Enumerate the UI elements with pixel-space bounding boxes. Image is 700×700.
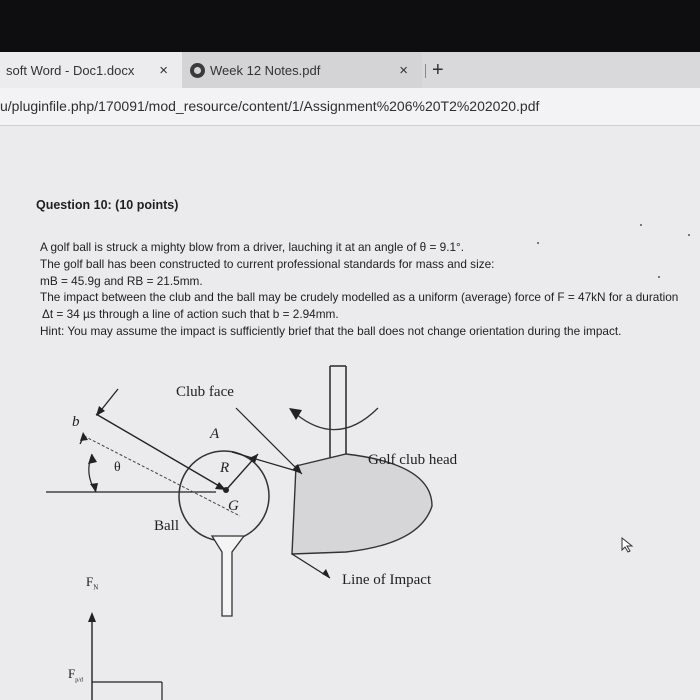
tab-word-doc-title: soft Word - Doc1.docx — [6, 62, 135, 78]
label-line-of-impact: Line of Impact — [342, 572, 432, 588]
theta-arrowhead-icon — [88, 454, 97, 464]
label-b: b — [72, 414, 80, 430]
impact-diagram — [0, 356, 700, 700]
dashed-parallel-line — [84, 436, 240, 516]
label-normal-force-subscript: N — [93, 583, 99, 592]
rotation-arrowhead-icon — [289, 408, 302, 420]
body-line-4: The impact between the club and the ball may be crudely modelled as a uniform (average) force of F = 47kN for a duration — [40, 290, 679, 305]
b-arrowhead-icon — [80, 432, 88, 441]
pdf-page — [0, 126, 700, 700]
center-of-mass-point — [223, 487, 229, 493]
label-R: R — [220, 460, 230, 476]
address-bar-url[interactable]: u/pluginfile.php/170091/mod_resource/content/1/Assignment%206%20T2%202020.pdf — [0, 98, 540, 114]
tab-week12-notes-title: Week 12 Notes.pdf — [210, 62, 321, 78]
speck — [537, 242, 539, 244]
mouse-cursor-icon — [620, 536, 636, 554]
tab-bar — [0, 52, 700, 88]
close-icon[interactable]: × — [399, 61, 408, 79]
label-force-profile — [68, 666, 83, 684]
label-theta: θ — [114, 460, 121, 475]
address-bar[interactable] — [0, 88, 700, 126]
normal-force-arrowhead-icon — [88, 612, 96, 622]
tab-favicon-icon — [190, 63, 205, 78]
speck — [688, 234, 690, 236]
label-force-profile-subscript: p/d — [75, 677, 83, 684]
new-tab-button[interactable]: + — [432, 58, 444, 81]
rotation-arc — [296, 408, 378, 430]
golf-club-head — [292, 454, 432, 554]
tab-week12-notes[interactable] — [182, 52, 422, 88]
label-A: A — [210, 426, 220, 442]
body-line-2: The golf ball has been constructed to current professional standards for mass and size: — [40, 256, 495, 271]
body-line-1: A golf ball is struck a mighty blow from a driver, lauching it at an angle of θ = 9.1°. — [40, 240, 465, 254]
body-line-5: Δt = 34 µs through a line of action such that b = 2.94mm. — [42, 307, 339, 322]
close-icon[interactable]: × — [159, 61, 168, 79]
label-club-face: Club face — [176, 384, 234, 400]
screen-top-bezel — [0, 0, 700, 52]
body-line-6: Hint: You may assume the impact is sufficiently brief that the ball does not change orientation during the impact. — [40, 323, 622, 338]
line-of-impact-arrowhead-icon — [322, 569, 330, 578]
label-G: G — [228, 498, 239, 514]
label-force-profile-symbol: F — [68, 666, 76, 681]
label-ball: Ball — [154, 518, 179, 534]
club-face-leader — [236, 408, 302, 474]
speck — [658, 276, 660, 278]
label-normal-force-symbol: F — [86, 574, 94, 589]
label-golf-club-head: Golf club head — [368, 452, 458, 468]
question-body — [40, 240, 700, 341]
body-line-3: mB = 45.9g and RB = 21.5mm. — [40, 273, 203, 288]
golf-tee — [212, 536, 244, 616]
question-title: Question 10: (10 points) — [36, 198, 179, 212]
theta-arrowhead-icon — [90, 483, 98, 492]
speck — [640, 224, 642, 226]
tab-separator — [425, 64, 426, 78]
tab-word-doc[interactable] — [0, 52, 182, 88]
label-normal-force — [86, 574, 98, 592]
